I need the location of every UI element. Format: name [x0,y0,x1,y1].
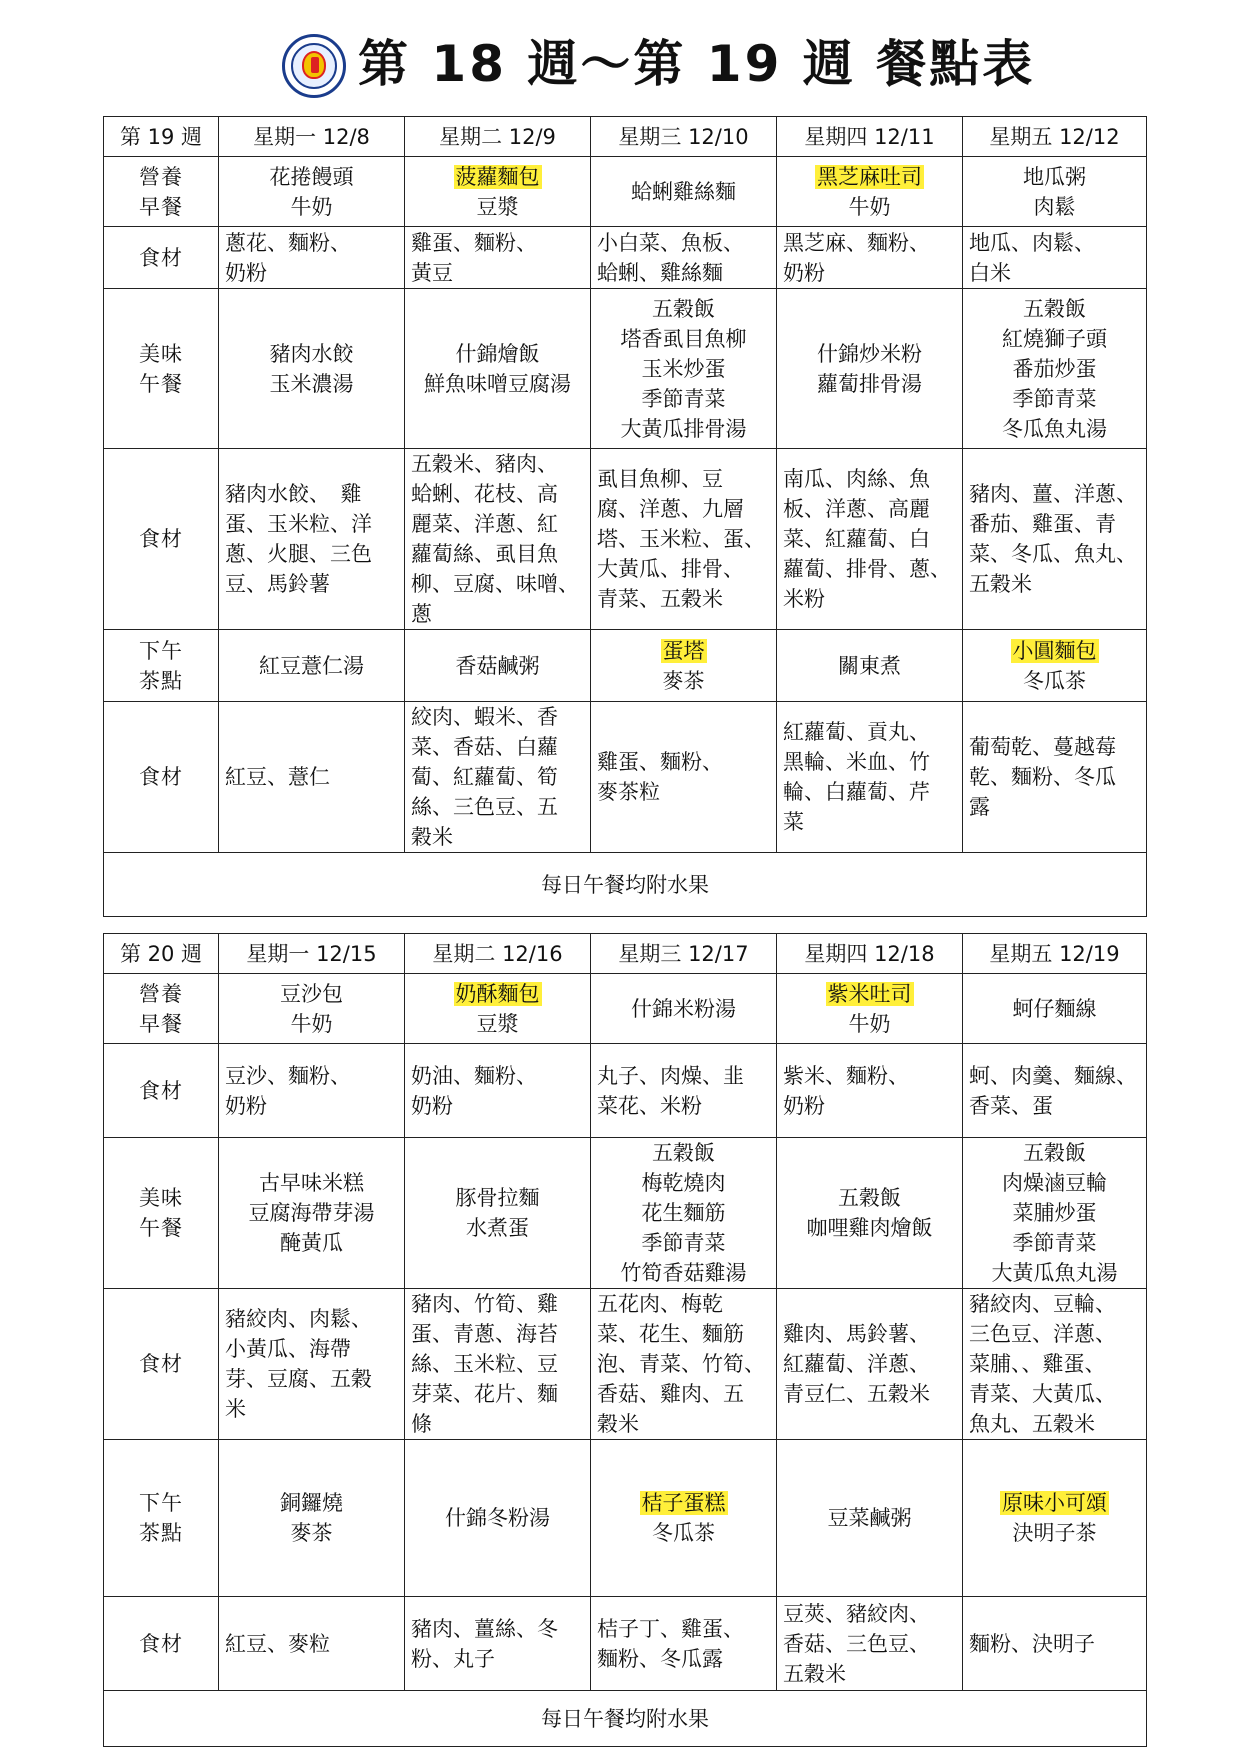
week-table-2 [103,933,1147,1747]
week-table-1 [103,116,1147,917]
ingredient-line: 蛋、玉米粒、洋 [225,512,372,536]
ingredient-line: 青菜、大黃瓜、 [969,1382,1116,1406]
meal-cell [777,157,963,227]
snack-ingredients-row [104,1597,1147,1691]
ingredient-line: 奶粉 [783,260,825,285]
ingredient-line: 小白菜、魚板、 [597,230,744,255]
meal-item: 菜脯炒蛋 [1012,1201,1097,1225]
meal-cell [963,630,1147,702]
row-label-line: 食材 [139,1631,183,1656]
ingredient-line: 紅豆、薏仁 [225,765,330,789]
meal-item: 豆腐海帶芽湯 [248,1201,375,1225]
ingredient-line: 塔、玉米粒、蛋、 [597,527,765,551]
meal-item: 冬瓜茶 [652,1521,715,1545]
ingredient-cell [777,1289,963,1440]
ingredient-line: 豬絞肉、豆輪、 [969,1292,1116,1316]
row-label [104,1138,219,1289]
ingredient-line: 輪、白蘿蔔、芹 [783,780,930,804]
row-label [104,1289,219,1440]
ingredient-line: 番茄、雞蛋、青 [969,512,1116,536]
day-header: 星期二 12/16 [405,934,591,974]
ingredient-line: 青豆仁、五穀米 [783,1382,930,1406]
ingredient-line: 豬肉、薑、洋蔥、 [969,482,1137,506]
ingredient-line: 豬肉水餃、 雞 [225,482,362,506]
ingredient-line: 魚丸、五穀米 [969,1412,1095,1436]
ingredient-line: 五穀米 [783,1661,846,1686]
ingredient-line: 奶粉 [225,260,267,285]
ingredient-line: 丸子、肉燥、韭 [597,1063,744,1088]
meal-item: 肉鬆 [1033,194,1076,219]
row-label [104,630,219,702]
row-label [104,289,219,449]
row-label-line: 早餐 [139,1011,183,1036]
meal-item: 紅豆薏仁湯 [259,653,364,678]
ingredient-line: 豬肉、竹筍、雞 [411,1292,558,1316]
ingredient-line: 絲、玉米粒、豆 [411,1352,558,1376]
meal-cell [591,157,777,227]
meal-item: 什錦炒米粉 [817,341,922,366]
ingredient-line: 白米 [969,260,1011,285]
day-header: 星期三 12/10 [591,117,777,157]
row-label-line: 下午 [139,1491,183,1515]
ingredient-cell [405,1044,591,1138]
ingredient-line: 蚵、肉羹、麵線、 [969,1063,1137,1088]
row-label [104,1440,219,1597]
meal-item: 冬瓜魚丸湯 [1002,416,1107,441]
ingredient-line: 蔔、紅蘿蔔、筍 [411,765,558,789]
fruit-note: 每日午餐均附水果 [104,1691,1147,1747]
ingredient-line: 紅蘿蔔、貢丸、 [783,720,930,744]
fruit-note: 每日午餐均附水果 [104,853,1147,917]
breakfast-row [104,974,1147,1044]
ingredient-line: 豆沙、麵粉、 [225,1063,351,1088]
day-header: 星期一 12/15 [219,934,405,974]
meal-item: 什錦米粉湯 [631,996,736,1021]
meal-item: 豬肉水餃 [269,341,354,366]
ingredient-line: 粉、丸子 [411,1646,495,1671]
row-label [104,702,219,853]
ingredient-line: 菜、香菇、白蘿 [411,735,558,759]
row-label-line: 營養 [139,164,183,189]
meal-item: 麥茶 [290,1521,333,1545]
ingredient-line: 菜花、米粉 [597,1093,702,1118]
ingredient-line: 地瓜、肉鬆、 [969,230,1095,255]
ingredient-line: 奶油、麵粉、 [411,1063,537,1088]
highlighted-item: 菠蘿麵包 [455,164,540,189]
meal-item: 咖哩雞肉燴飯 [806,1216,933,1240]
breakfast-row [104,157,1147,227]
ingredient-line: 青菜、五穀米 [597,587,723,611]
meal-item: 竹筍香菇雞湯 [620,1261,747,1285]
meal-cell [777,1440,963,1597]
meal-item: 醃黃瓜 [280,1231,343,1255]
meal-item: 決明子茶 [1012,1521,1097,1545]
ingredient-line: 菜 [783,810,804,834]
ingredient-line: 香菇、雞肉、五 [597,1382,744,1406]
ingredient-cell [963,1597,1147,1691]
meal-item: 豆沙包 [280,981,343,1006]
ingredient-line: 五穀米、豬肉、 [411,452,558,476]
ingredient-cell [777,702,963,853]
meal-item: 什錦冬粉湯 [445,1506,550,1530]
ingredient-line: 麵粉、冬瓜露 [597,1646,723,1671]
row-label [104,974,219,1044]
ingredient-line: 黑芝麻、麵粉、 [783,230,930,255]
meal-item: 五穀飯 [652,1141,715,1165]
highlighted-item: 原味小可頌 [1002,1491,1107,1515]
day-header: 星期三 12/17 [591,934,777,974]
meal-cell [963,974,1147,1044]
meal-cell [963,157,1147,227]
day-header: 星期四 12/11 [777,117,963,157]
meal-item: 蘿蔔排骨湯 [817,371,922,396]
meal-cell [219,1138,405,1289]
row-label-line: 茶點 [139,668,183,693]
ingredient-line: 桔子丁、雞蛋、 [597,1616,744,1641]
meal-cell [405,1138,591,1289]
week-label: 第 20 週 [104,934,219,974]
ingredient-line: 米粉 [783,587,825,611]
week-label: 第 19 週 [104,117,219,157]
ingredient-line: 絞肉、蝦米、香 [411,705,558,729]
snack-row [104,630,1147,702]
meal-item [411,979,584,1009]
meal-item: 五穀飯 [1023,1141,1086,1165]
meal-item: 牛奶 [290,194,333,219]
ingredient-cell [963,227,1147,289]
meal-item [969,636,1140,666]
lunch-ingredients-row [104,1289,1147,1440]
ingredient-line: 五穀米 [969,572,1032,596]
meal-item: 梅乾燒肉 [641,1171,726,1195]
row-label-line: 午餐 [139,371,183,396]
highlighted-item: 小圓麵包 [1012,638,1097,663]
ingredient-line: 奶粉 [225,1093,267,1118]
ingredient-line: 露 [969,795,990,819]
ingredient-cell [219,1289,405,1440]
meal-item: 大黃瓜魚丸湯 [991,1261,1118,1285]
ingredient-line: 板、洋蔥、高麗 [783,497,930,521]
meal-item: 五穀飯 [652,296,715,321]
meal-item: 牛奶 [290,1011,333,1036]
ingredient-line: 紅豆、麥粒 [225,1631,330,1656]
highlighted-item: 蛋塔 [662,638,705,663]
row-label-line: 食材 [139,245,183,270]
meal-item: 豚骨拉麵 [455,1186,540,1210]
ingredient-line: 雞蛋、麵粉、 [411,230,537,255]
anchor-icon [311,57,319,73]
meal-item: 大黃瓜排骨湯 [620,416,747,441]
meal-item: 五穀飯 [838,1186,901,1210]
day-header: 星期四 12/18 [777,934,963,974]
note-row [104,1691,1147,1747]
ingredient-line: 奶粉 [411,1093,453,1118]
meal-item: 香菇鹹粥 [455,653,540,678]
meal-item: 玉米炒蛋 [641,356,726,381]
meal-item: 豆漿 [476,194,519,219]
ingredient-line: 葡萄乾、蔓越莓 [969,735,1116,759]
meal-item: 冬瓜茶 [1023,668,1086,693]
ingredient-cell [777,227,963,289]
meal-item: 牛奶 [848,194,891,219]
meal-item: 地瓜粥 [1023,164,1086,189]
meal-item [783,162,956,192]
ingredient-line: 香菜、蛋 [969,1093,1053,1118]
ingredient-line: 蔥 [411,602,432,626]
meal-item [597,636,770,666]
week-header-row [104,117,1147,157]
meal-cell [963,1138,1147,1289]
meal-cell [219,157,405,227]
meal-item: 豆漿 [476,1011,519,1036]
ingredient-line: 穀米 [411,825,453,849]
ingredient-line: 蘿蔔絲、虱目魚 [411,542,558,566]
ingredient-line: 奶粉 [783,1093,825,1118]
ingredient-line: 菜、冬瓜、魚丸、 [969,542,1137,566]
meal-cell [219,974,405,1044]
day-header: 星期五 12/12 [963,117,1147,157]
breakfast-ingredients-row [104,227,1147,289]
meal-cell [591,289,777,449]
meal-item: 關東煮 [838,653,901,678]
ingredient-line: 麥茶粒 [597,780,660,804]
ingredient-cell [219,1597,405,1691]
meal-item: 蚵仔麵線 [1012,996,1097,1021]
ingredient-line: 大黃瓜、排骨、 [597,557,744,581]
row-label-line: 早餐 [139,194,183,219]
meal-item [783,979,956,1009]
ingredient-line: 蔥、火腿、三色 [225,542,372,566]
ingredient-line: 雞蛋、麵粉、 [597,750,723,774]
ingredient-cell [405,1289,591,1440]
ingredient-line: 蔥花、麵粉、 [225,230,351,255]
meal-cell [405,1440,591,1597]
meal-cell [405,630,591,702]
meal-cell [405,974,591,1044]
meal-item: 肉燥滷豆輪 [1002,1171,1107,1195]
ingredient-cell [219,702,405,853]
ingredient-line: 紅蘿蔔、洋蔥、 [783,1352,930,1376]
ingredient-cell [591,1597,777,1691]
meal-cell [405,157,591,227]
ingredient-line: 蛤蜊、雞絲麵 [597,260,723,285]
note-row [104,853,1147,917]
lunch-ingredients-row [104,449,1147,630]
meal-item: 蛤蜊雞絲麵 [631,179,736,204]
week-header-row [104,934,1147,974]
ingredient-line: 蘿蔔、排骨、蔥、 [783,557,951,581]
meal-item: 水煮蛋 [466,1216,529,1240]
meal-cell [591,1138,777,1289]
day-header: 星期五 12/19 [963,934,1147,974]
meal-item: 番茄炒蛋 [1012,356,1097,381]
meal-item: 古早味米糕 [259,1171,364,1195]
row-label-line: 午餐 [139,1216,183,1240]
ingredient-line: 麵粉、決明子 [969,1631,1095,1656]
meal-item: 鮮魚味噌豆腐湯 [424,371,571,396]
ingredient-line: 豆、馬鈴薯 [225,572,330,596]
meal-item [411,162,584,192]
meal-item: 五穀飯 [1023,296,1086,321]
row-label-line: 食材 [139,1352,183,1376]
ingredient-line: 虱目魚柳、豆 [597,467,723,491]
meal-item [597,1488,770,1518]
ingredient-line: 芽、豆腐、五穀 [225,1367,372,1391]
ingredient-cell [963,1044,1147,1138]
row-label-line: 下午 [139,638,183,663]
meal-item: 花生麵筋 [641,1201,726,1225]
ingredient-line: 柳、豆腐、味噌、 [411,572,579,596]
ingredient-line: 黑輪、米血、竹 [783,750,930,774]
ingredient-cell [405,449,591,630]
ingredient-cell [777,449,963,630]
ingredient-cell [405,1597,591,1691]
ingredient-cell [777,1044,963,1138]
snack-row [104,1440,1147,1597]
ingredient-line: 條 [411,1412,432,1436]
ingredient-line: 絲、三色豆、五 [411,795,558,819]
day-header: 星期一 12/8 [219,117,405,157]
meal-cell [777,630,963,702]
ingredient-line: 腐、洋蔥、九層 [597,497,744,521]
row-label [104,227,219,289]
ingredient-line: 黃豆 [411,260,453,285]
ingredient-line: 泡、青菜、竹筍、 [597,1352,765,1376]
meal-item: 銅鑼燒 [280,1491,343,1515]
meal-item: 什錦燴飯 [455,341,540,366]
meal-cell [963,289,1147,449]
snack-ingredients-row [104,702,1147,853]
school-logo [282,34,346,98]
ingredient-cell [219,449,405,630]
ingredient-cell [591,227,777,289]
ingredient-line: 菜、紅蘿蔔、白 [783,527,930,551]
row-label-line: 食材 [139,1078,183,1103]
lunch-row [104,289,1147,449]
ingredient-line: 香菇、三色豆、 [783,1631,930,1656]
ingredient-line: 小黃瓜、海帶 [225,1337,351,1361]
meal-item: 季節青菜 [1012,1231,1097,1255]
meal-cell [963,1440,1147,1597]
meal-item [969,1488,1140,1518]
meal-cell [591,1440,777,1597]
meal-cell [777,974,963,1044]
day-header: 星期二 12/9 [405,117,591,157]
meal-item: 花捲饅頭 [269,164,354,189]
highlighted-item: 紫米吐司 [827,981,912,1006]
ingredient-line: 菜、花生、麵筋 [597,1322,744,1346]
meal-cell [777,1138,963,1289]
ingredient-line: 穀米 [597,1412,639,1436]
lunch-row [104,1138,1147,1289]
ingredient-line: 芽菜、花片、麵 [411,1382,558,1406]
ingredient-cell [963,702,1147,853]
ingredient-cell [777,1597,963,1691]
ingredient-line: 豬肉、薑絲、冬 [411,1616,558,1641]
page-header [0,28,1241,108]
row-label [104,1597,219,1691]
ingredient-line: 麗菜、洋蔥、紅 [411,512,558,536]
row-label-line: 茶點 [139,1521,183,1545]
ingredient-line: 豬絞肉、肉鬆、 [225,1307,372,1331]
ingredient-line: 蛤蜊、花枝、高 [411,482,558,506]
highlighted-item: 黑芝麻吐司 [817,164,922,189]
ingredient-cell [591,1044,777,1138]
ingredient-line: 蛋、青蔥、海苔 [411,1322,558,1346]
meal-item: 麥茶 [662,668,705,693]
meal-item: 季節青菜 [1012,386,1097,411]
meal-item: 紅燒獅子頭 [1002,326,1107,351]
ingredient-cell [405,227,591,289]
ingredient-cell [963,449,1147,630]
highlighted-item: 桔子蛋糕 [641,1491,726,1515]
ingredient-line: 紫米、麵粉、 [783,1063,909,1088]
meal-cell [405,289,591,449]
ingredient-line: 乾、麵粉、冬瓜 [969,765,1116,789]
row-label-line: 美味 [139,1186,183,1210]
row-label-line: 食材 [139,765,183,789]
page-title: 第 18 週～第 19 週 餐點表 [358,35,1036,93]
breakfast-ingredients-row [104,1044,1147,1138]
row-label [104,157,219,227]
meal-cell [219,1440,405,1597]
ingredient-line: 南瓜、肉絲、魚 [783,467,930,491]
meal-item: 牛奶 [848,1011,891,1036]
meal-item: 豆菜鹹粥 [827,1506,912,1530]
ingredient-line: 三色豆、洋蔥、 [969,1322,1116,1346]
meal-cell [777,289,963,449]
meal-cell [591,630,777,702]
row-label [104,449,219,630]
meal-cell [219,289,405,449]
meal-cell [591,974,777,1044]
meal-item: 季節青菜 [641,386,726,411]
row-label-line: 食材 [139,527,183,551]
ingredient-cell [591,449,777,630]
ingredient-cell [219,1044,405,1138]
highlighted-item: 奶酥麵包 [455,981,540,1006]
ingredient-line: 菜脯、、雞蛋、 [969,1352,1106,1376]
row-label-line: 美味 [139,341,183,366]
ingredient-cell [963,1289,1147,1440]
ingredient-cell [219,227,405,289]
meal-cell [219,630,405,702]
row-label-line: 營養 [139,981,183,1006]
meal-item: 玉米濃湯 [269,371,354,396]
ingredient-line: 五花肉、梅乾 [597,1292,723,1316]
ingredient-line: 豆莢、豬絞肉、 [783,1601,930,1626]
ingredient-line: 米 [225,1397,246,1421]
ingredient-line: 雞肉、馬鈴薯、 [783,1322,930,1346]
ingredient-cell [591,1289,777,1440]
row-label [104,1044,219,1138]
ingredient-cell [591,702,777,853]
meal-item: 季節青菜 [641,1231,726,1255]
meal-item: 塔香虱目魚柳 [620,326,747,351]
ingredient-cell [405,702,591,853]
